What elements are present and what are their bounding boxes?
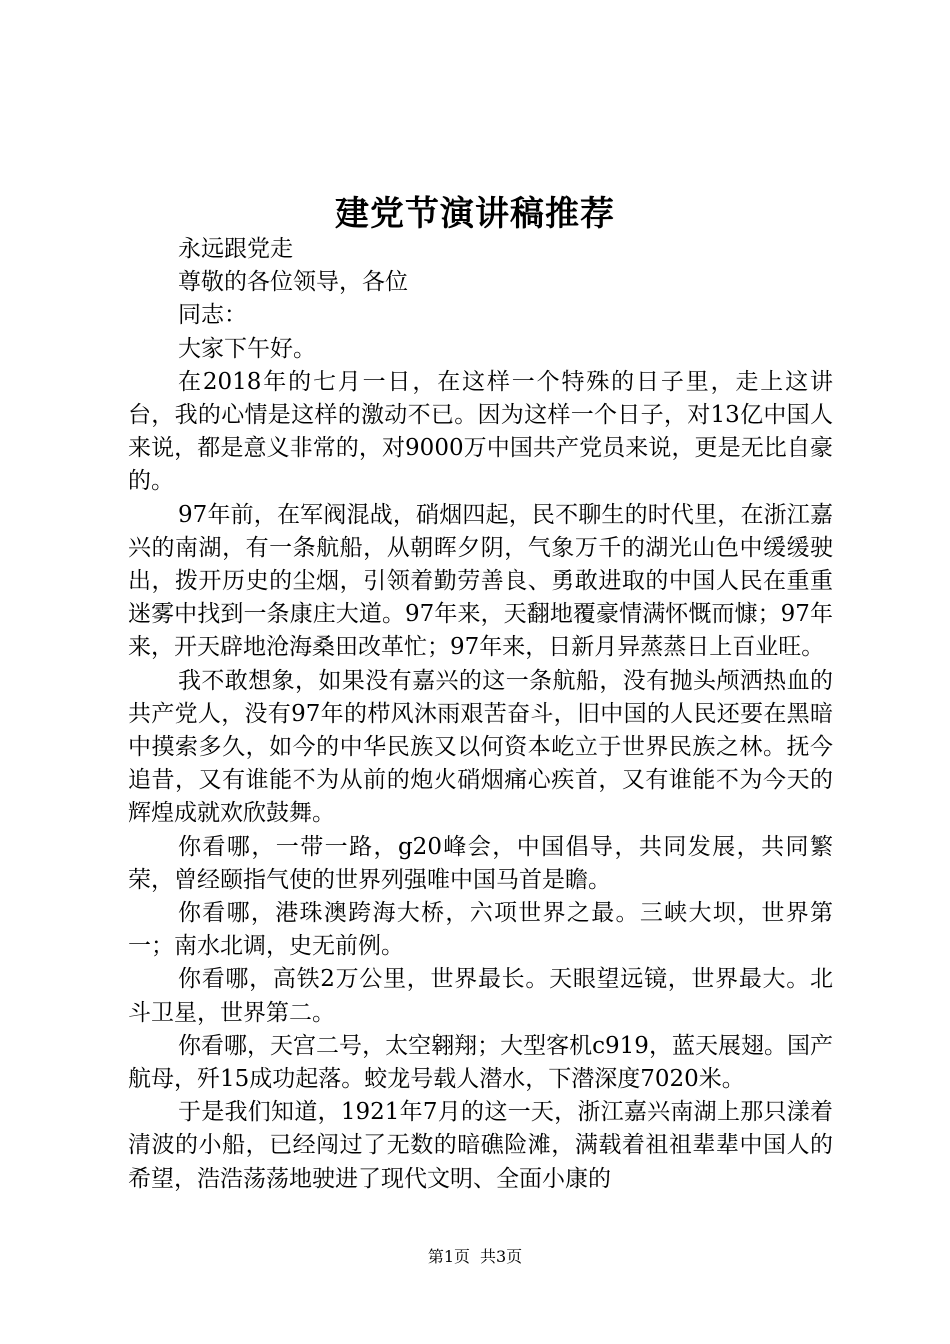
paragraph: 大家下午好。 xyxy=(178,335,316,362)
page-footer xyxy=(0,1244,950,1267)
paragraph: 在2018年的七月一日，在这样一个特殊的日子里，走上这讲台，我的心情是这样的激动不已。因为这样一个日子，对13亿中国人来说，都是意义非常的，对9000万中国共产党员来说，更是无比自豪的。 xyxy=(128,368,833,495)
page-total: 共3页 xyxy=(480,1247,523,1266)
paragraph: 同志： xyxy=(178,302,247,329)
document-body xyxy=(128,233,833,1196)
paragraph: 我不敢想象，如果没有嘉兴的这一条航船，没有抛头颅洒热血的共产党人，没有97年的栉风沐雨艰苦奋斗，旧中国的人民还要在黑暗中摸索多久，如今的中华民族又以何资本屹立于世界民族之林。抚今追昔，又有谁能不为从前的炮火硝烟痛心疾首，又有谁能不为今天的辉煌成就欢欣鼓舞。 xyxy=(128,667,833,827)
paragraph: 你看哪，高铁2万公里，世界最长。天眼望远镜，世界最大。北斗卫星，世界第二。 xyxy=(128,966,833,1026)
paragraph: 于是我们知道，1921年7月的这一天，浙江嘉兴南湖上那只漾着清波的小船，已经闯过了无数的暗礁险滩，满载着祖祖辈辈中国人的希望，浩浩荡荡地驶进了现代文明、全面小康的 xyxy=(128,1099,833,1192)
paragraph: 你看哪，一带一路，g20峰会，中国倡导，共同发展，共同繁荣，曾经颐指气使的世界列强唯中国马首是瞻。 xyxy=(128,833,833,893)
paragraph: 你看哪，天宫二号，太空翱翔；大型客机c919，蓝天展翅。国产航母，歼15成功起落。蛟龙号载人潜水，下潜深度7020米。 xyxy=(128,1032,833,1093)
paragraph: 你看哪，港珠澳跨海大桥，六项世界之最。三峡大坝，世界第一；南水北调，史无前例。 xyxy=(128,900,833,960)
page-title: 建党节演讲稿推荐 xyxy=(335,194,615,234)
paragraph: 97年前，在军阀混战，硝烟四起，民不聊生的时代里，在浙江嘉兴的南湖，有一条航船，从朝晖夕阴，气象万千的湖光山色中缓缓驶出，拨开历史的尘烟，引领着勤劳善良、勇敢进取的中国人民在重重迷雾中找到一条康庄大道。97年来，天翻地覆豪情满怀慨而慷；97年来，开天辟地沧海桑田改革忙；97年来，日新月异蒸蒸日上百业旺。 xyxy=(128,501,833,661)
paragraph: 尊敬的各位领导，各位 xyxy=(178,269,408,296)
page-number: 第1页 xyxy=(427,1247,470,1266)
paragraph: 永远跟党走 xyxy=(178,236,293,262)
